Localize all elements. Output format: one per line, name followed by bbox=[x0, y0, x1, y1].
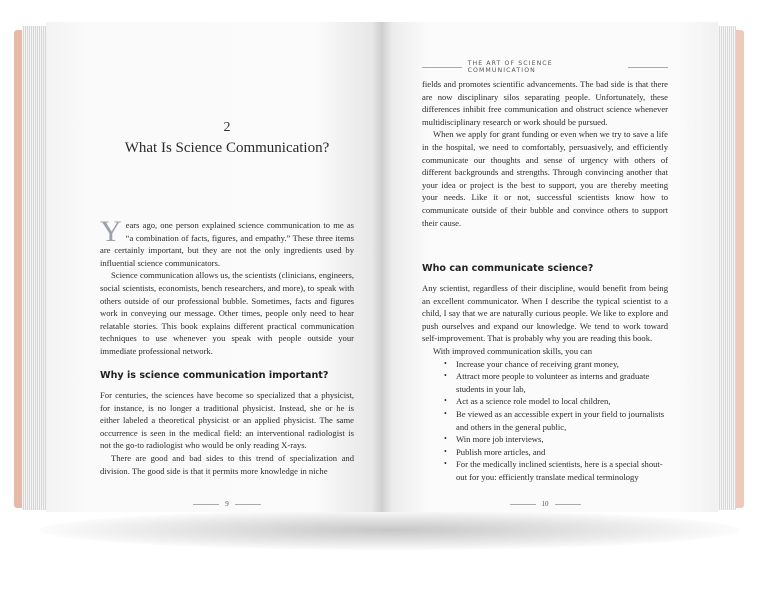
left-intro bbox=[100, 215, 354, 358]
folio-rule bbox=[193, 504, 219, 505]
drop-cap: Y bbox=[100, 215, 122, 248]
left-section-body bbox=[100, 389, 354, 477]
right-paragraph-2: When we apply for grant funding or even when we try to save a life in the hospital, we need to comfortably, persuasively, and efficiently communicate our thoughts and sense of urgency with others of different backgrounds and strengths. Through convincing another that your idea or project is the best to support, you are thereby meeting your needs. Like it or not, successful scientists know how to communicate outside of their bubble and convince others to support their cause. bbox=[422, 129, 668, 228]
running-head bbox=[422, 60, 668, 74]
folio-right bbox=[422, 500, 668, 508]
book-shadow bbox=[40, 510, 740, 550]
list-item: • Act as a science role model to local children, bbox=[444, 395, 668, 408]
page-number-right: 10 bbox=[541, 500, 549, 508]
section-paragraph-1: For centuries, the sciences have become so specialized that a physicist, for instance, is no longer a traditional physicist. Instead, she or he is either labeled a theoretical physicist or an applied physicist. The same occurrence is seen in the medical field: an interventional radiologist is not the go-to radiologist who would be only reading X-rays. bbox=[100, 390, 354, 451]
folio-rule bbox=[555, 504, 581, 505]
list-item: • For the medically inclined scientists, here is a special shout-out for you: efficiently translate medical terminology bbox=[444, 458, 668, 483]
list-item: • Publish more articles, and bbox=[444, 446, 668, 459]
folio-rule bbox=[510, 504, 536, 505]
right-paragraph-4: With improved communication skills, you can bbox=[433, 345, 593, 356]
chapter-title: What Is Science Communication? bbox=[124, 140, 330, 156]
section-heading-who bbox=[422, 263, 668, 274]
benefits-list bbox=[422, 358, 668, 484]
list-item: • Win more job interviews, bbox=[444, 433, 668, 446]
right-page bbox=[382, 22, 718, 512]
section-heading-text: Who can communicate science? bbox=[422, 263, 594, 274]
running-head-rule bbox=[628, 67, 668, 68]
running-head-text: THE ART OF SCIENCE COMMUNICATION bbox=[467, 60, 553, 74]
section-heading-text: Why is science communication important? bbox=[100, 370, 329, 381]
right-section-body bbox=[422, 282, 668, 484]
folio-rule bbox=[235, 504, 261, 505]
left-page bbox=[46, 22, 382, 512]
right-paragraph-3: Any scientist, regardless of their discipline, would benefit from being an excellent communicator. When I describe the typical scientist to a child, I say that we are naturally curious people. We like to explore and push ourselves and expand our knowledge. We tend to work toward self-improvement. That is probably why you are reading this book. bbox=[422, 283, 668, 344]
running-head-rule bbox=[422, 67, 462, 68]
section-heading-why bbox=[100, 370, 354, 381]
chapter-number: 2 bbox=[223, 120, 231, 135]
list-item: • Be viewed as an accessible expert in your field to journalists and others in the general public, bbox=[444, 408, 668, 433]
intro-paragraph-1-text: ears ago, one person explained science communication to me as “a combination of facts, figures, and empathy.” These three items are certainly important, but they are not the only ingredients used by influential science communicators. bbox=[100, 220, 354, 268]
list-item: • Increase your chance of receiving grant money, bbox=[444, 358, 668, 371]
section-paragraph-2: There are good and bad sides to this trend of specialization and division. The good side is that it permits more knowledge in niche bbox=[100, 452, 354, 476]
page-number-left: 9 bbox=[225, 500, 229, 508]
right-paragraph-1: fields and promotes scientific advancements. The bad side is that there are now disciplinary silos separating people. Unfortunately, these differences inhibit free communication and obstruct science whenever multidisciplinary research or work should be pursued. bbox=[422, 79, 668, 127]
folio-left bbox=[100, 500, 354, 508]
intro-paragraph-2: Science communication allows us, the scientists (clinicians, engineers, social scientists, economists, bench researchers, and more), to speak with others outside of our professional bubble. Sometimes, facts and figures work in conveying our message. Other times, people only need to hear relatable stories. This book explains different practical communication techniques to use whenever you speak with people outside your immediate professional network. bbox=[100, 270, 354, 356]
list-item: • Attract more people to volunteer as interns and graduate students in your lab, bbox=[444, 370, 668, 395]
right-top-body bbox=[422, 78, 668, 229]
intro-paragraph-1 bbox=[100, 215, 354, 269]
